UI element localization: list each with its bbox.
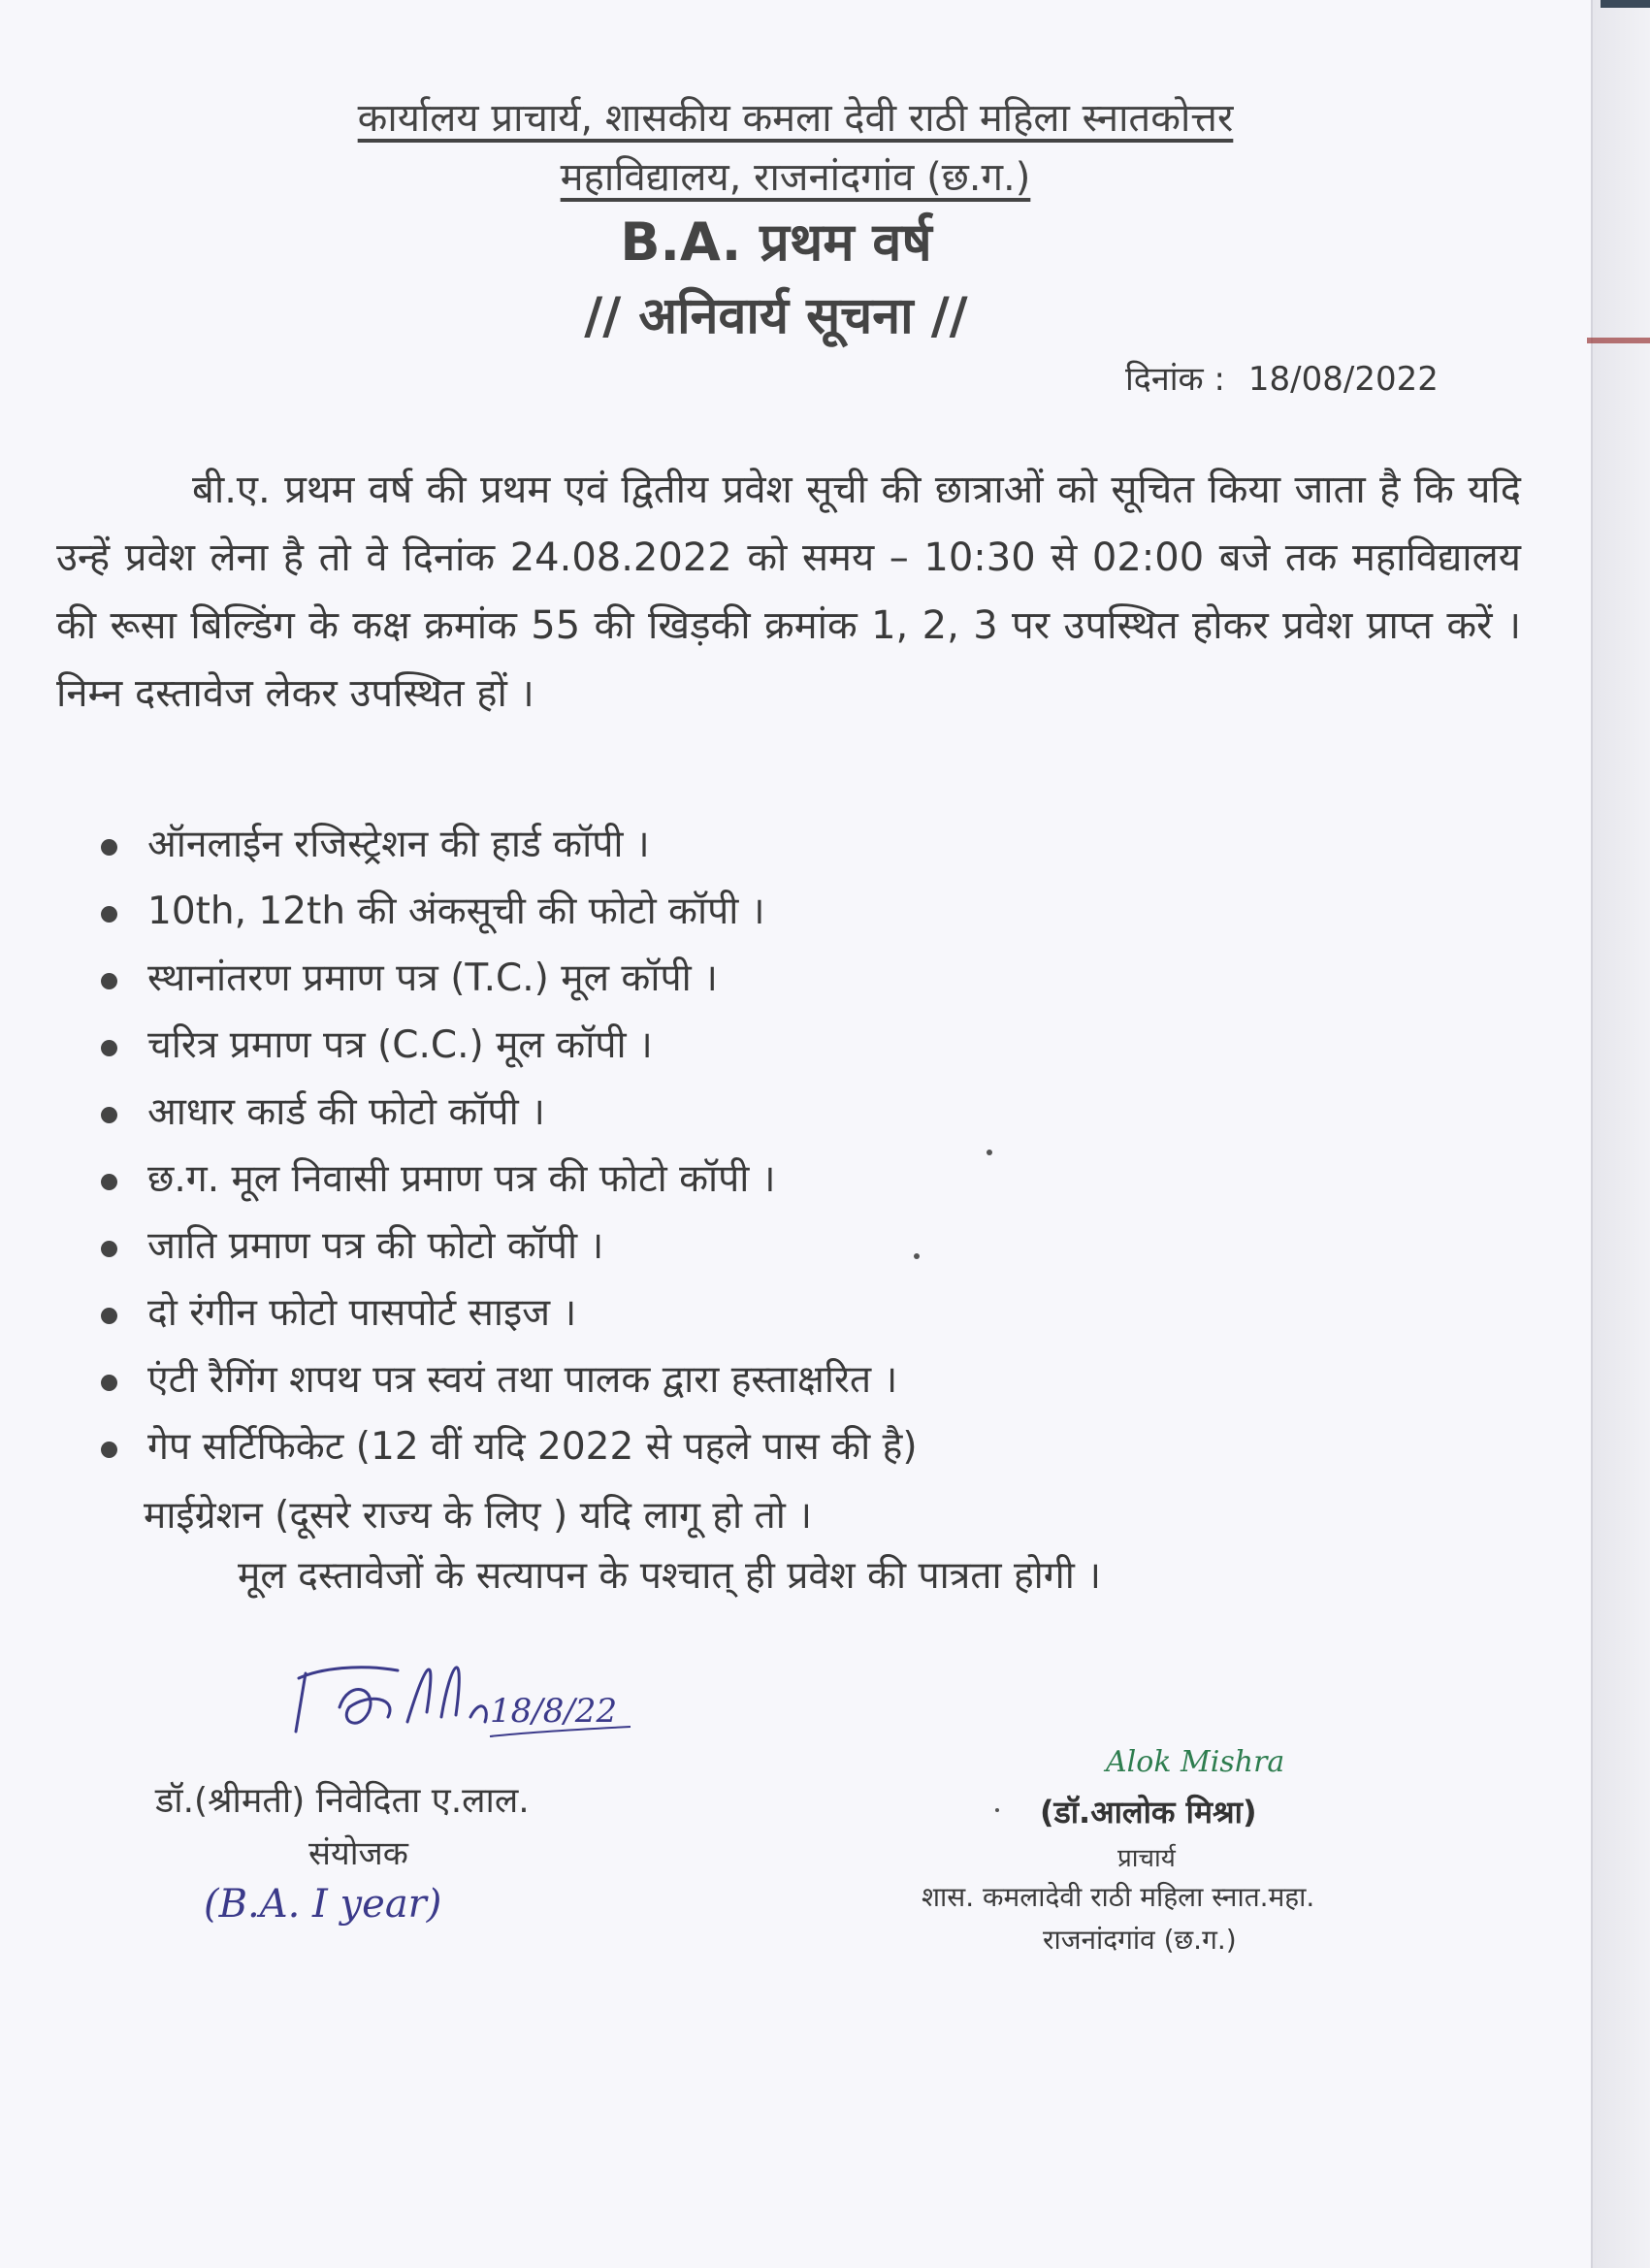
coordinator-note: (B.A. I year) xyxy=(204,1882,442,1927)
signature-date: 18/8/22 xyxy=(490,1692,618,1731)
document-item-text: 10th, 12th की अंकसूची की फोटो कॉपी । xyxy=(147,890,765,933)
document-item-text: आधार कार्ड की फोटो कॉपी । xyxy=(147,1090,545,1134)
notice-title: B.A. प्रथम वर्ष xyxy=(620,211,932,273)
date-value: 18/08/2022 xyxy=(1247,360,1439,399)
bullet-icon xyxy=(101,1241,117,1257)
document-item-text: छ.ग. मूल निवासी प्रमाण पत्र की फोटो कॉपी । xyxy=(147,1157,776,1201)
closing-statement: मूल दस्तावेजों के सत्यापन के पश्चात् ही प्रवेश की पात्रता होगी । xyxy=(238,1554,1102,1598)
date-label: दिनांक : xyxy=(1125,360,1225,399)
document-item xyxy=(97,811,1310,878)
document-item xyxy=(97,1146,1310,1213)
bullet-icon xyxy=(101,906,117,923)
document-item xyxy=(97,1280,1310,1346)
bullet-icon xyxy=(101,1375,117,1391)
signature-right xyxy=(1096,1733,1310,1791)
bullet-icon xyxy=(101,973,117,989)
bullet-icon xyxy=(101,839,117,856)
document-item xyxy=(97,1213,1310,1280)
scan-speck xyxy=(995,1808,999,1812)
bullet-icon xyxy=(101,1442,117,1458)
document-item-text: स्थानांतरण प्रमाण पत्र (T.C.) मूल कॉपी । xyxy=(147,956,718,1000)
document-item-text: एंटी रैगिंग शपथ पत्र स्वयं तथा पालक द्वारा हस्ताक्षरित । xyxy=(147,1358,898,1402)
scan-edge-mark xyxy=(1601,0,1650,8)
coordinator-name: डॉ.(श्रीमती) निवेदिता ए.लाल. xyxy=(155,1781,530,1821)
document-item xyxy=(97,1012,1310,1079)
scan-speck xyxy=(987,1150,992,1155)
document-item xyxy=(97,878,1310,945)
notice-date xyxy=(1125,355,1439,400)
bullet-icon xyxy=(101,1174,117,1190)
college-name: महाविद्यालय, राजनांदगांव (छ.ग.) xyxy=(560,155,1031,200)
notice-subtitle: // अनिवार्य सूचना // xyxy=(584,287,968,345)
principal-name: (डॉ.आलोक मिश्रा) xyxy=(1040,1794,1257,1831)
scan-speck xyxy=(914,1253,920,1259)
document-item xyxy=(97,1346,1310,1413)
scan-edge-mark xyxy=(1587,338,1650,343)
required-documents-list xyxy=(97,811,1310,1480)
document-item xyxy=(97,1413,1310,1480)
bullet-icon xyxy=(101,1308,117,1324)
signature-left xyxy=(281,1639,650,1756)
institution-name: शास. कमलादेवी राठी महिला स्नात.महा. xyxy=(922,1881,1315,1913)
document-item-text: गेप सर्टिफिकेट (12 वीं यदि 2022 से पहले पास की है) xyxy=(147,1425,918,1469)
coordinator-role: संयोजक xyxy=(308,1834,408,1873)
document-item xyxy=(97,945,1310,1012)
notice-paragraph: बी.ए. प्रथम वर्ष की प्रथम एवं द्वितीय प्रवेश सूची की छात्राओं को सूचित किया जाता है कि यदि उन्हें प्रवेश लेना है तो वे दिनांक 24.08.2022 को समय – 10:30 से 02:00 बजे तक महाविद्यालय की रूसा बिल्डिंग के कक्ष क्रमांक 55 की खिड़की क्रमांक 1, 2, 3 पर उपस्थित होकर प्रवेश प्राप्त करें । निम्न दस्तावेज लेकर उपस्थित हों । xyxy=(56,468,1521,716)
office-header: कार्यालय प्राचार्य, शासकीय कमला देवी राठी महिला स्नातकोत्तर xyxy=(357,96,1234,141)
bullet-icon xyxy=(101,1107,117,1123)
principal-role: प्राचार्य xyxy=(1117,1844,1176,1873)
migration-note: माईग्रेशन (दूसरे राज्य के लिए ) यदि लागू हो तो । xyxy=(144,1494,813,1538)
signature-right-text: Alok Mishra xyxy=(1106,1745,1285,1779)
institution-city: राजनांदगांव (छ.ग.) xyxy=(1043,1924,1237,1956)
document-item-text: जाति प्रमाण पत्र की फोटो कॉपी । xyxy=(147,1224,604,1268)
document-item-text: दो रंगीन फोटो पासपोर्ट साइज । xyxy=(147,1291,577,1335)
bullet-icon xyxy=(101,1040,117,1056)
document-item-text: ऑनलाईन रजिस्ट्रेशन की हार्ड कॉपी । xyxy=(147,823,650,866)
document-item xyxy=(97,1079,1310,1146)
document-item-text: चरित्र प्रमाण पत्र (C.C.) मूल कॉपी । xyxy=(147,1023,653,1067)
